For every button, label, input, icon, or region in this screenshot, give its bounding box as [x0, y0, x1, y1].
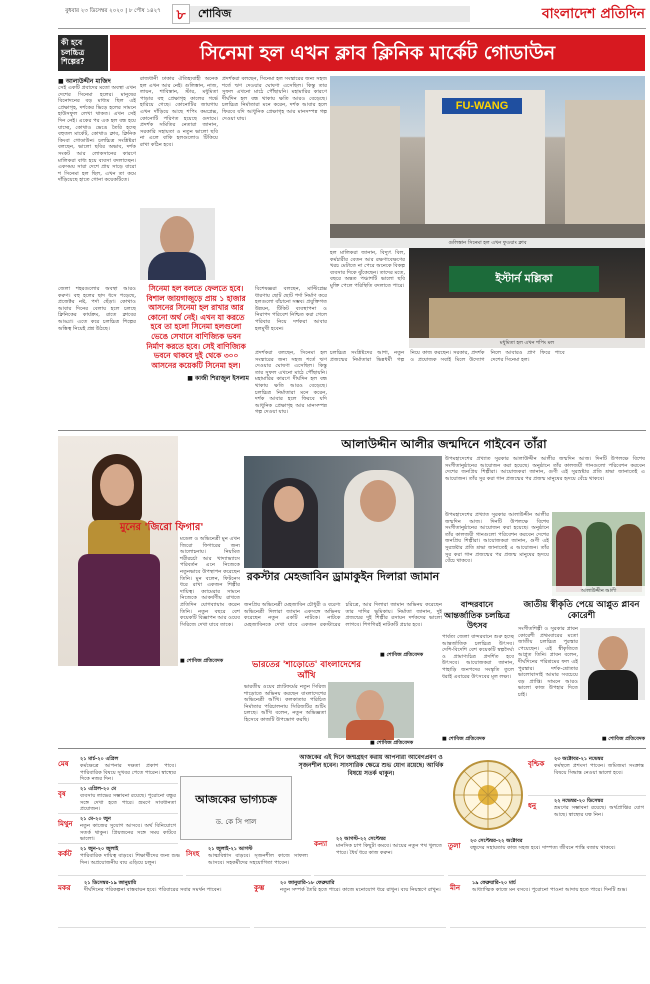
actress-young-face [274, 486, 304, 522]
shop-banner: ইস্টার্ন মল্লিকা [449, 266, 599, 292]
feature-birth-body: উপমহাদেশের প্রখ্যাত সুরকার আলাউদ্দীন আলীর জন্মদিন আজ। দিনটি উপলক্ষে বিশেষ সংগীতানুষ্ঠানের আয়োজন করা হয়েছে। অনুষ্ঠানে তাঁর কালজয়ী গানগুলো পরিবেশন করবেন দেশের জনপ্রিয় শিল্পীরা। আয়োজকরা জানান, গুণী এই সুরস্রষ্টার প্রতি শ্রদ্ধা জানাতেই এ আয়োজন। তাঁর সুর করা গান প্রজন্মের পর প্রজন্ম মানুষের হৃদয়ে বেঁচে থাকবে। [445, 456, 647, 482]
lead-body-col5: হল মালিকরা জানান, বিদ্যুৎ বিল, কর্মচারীর বেতন আর রক্ষণাবেক্ষণের খরচ মেটাতে না পেরে অনেকে বিকল্প ব্যবসার দিকে ঝুঁকেছেন। তাদের মতে, বছরে অন্তত পঞ্চাশটি ভালো ছবি মুক্তি পেলে পরিস্থিতি বদলাতে পারে। [330, 250, 407, 289]
india-actress-body [346, 720, 394, 740]
plabon-shirt [588, 670, 638, 700]
feature-plabon-credit: ■ শোবিজ প্রতিবেদক [601, 736, 645, 742]
model-dress [78, 554, 160, 666]
sign-cell-karkat [58, 846, 183, 876]
feature-dilara-credit: ■ শোবিজ প্রতিবেদক [380, 652, 424, 658]
feature-dilara-body: জনপ্রিয় অভিনেত্রী মেহজাবিন চৌধুরী ও বরেণ্য অভিনেত্রী দিলারা জামান একসঙ্গে অভিনয় করেছেন নতুন একটি নাটকে। নাটকে মেহজাবিনকে দেখা যাবে একজন রকস্টারের চরিত্রে, আর দিলারা জামান অভিনয় করেছেন তার দাদির ভূমিকায়। নির্মাতা জানান, দুই প্রজন্মের দুই শিল্পীর রসায়ন দর্শকদের ভালো লাগবে। শিগগিরই নাটকটি প্রচার হবে। [244, 602, 444, 628]
sign-cell-dhanu [528, 798, 646, 836]
sign-text: বন্ধুদের সহায়তায় কাজ সহজ হবে। দাম্পত্য জীবনে শান্তি বজায় থাকবে। [470, 845, 616, 851]
feature-moon-credit: ■ শোবিজ প্রতিবেদক [180, 658, 224, 664]
sign-dates: ২১ মার্চ-২০ এপ্রিল [80, 756, 119, 762]
sign-text: কর্মক্ষেত্রে আপনার দক্ষতা প্রকাশ পাবে। পারিবারিক বিষয়ে সুখবর পেতে পারেন। স্বাস্থ্যের দিকে নজর দিন। [80, 763, 178, 783]
feature-birth-headline: আলাউদ্দীন আলীর জন্মদিনে গাইবেন তাঁরা [341, 437, 547, 451]
sign-text: পারিবারিক দায়িত্ব বাড়বে। শিক্ষার্থীদের জন্য শুভ দিন। অপ্রয়োজনীয় ব্যয় এড়িয়ে চলুন। [80, 853, 182, 866]
sign-cell-mithun [58, 816, 178, 844]
model-face [100, 464, 134, 506]
person-photo [140, 208, 215, 280]
sign-dates: ২১ এপ্রিল-২০ মে [80, 786, 117, 792]
feature-plabon-body: সংগীতশিল্পী ও সুরকার প্লাবন কোরেশী প্রথমবারের মতো জাতীয় চলচ্চিত্র পুরস্কার পেয়েছেন। এই স্বীকৃতিতে আপ্লুত তিনি। প্লাবন বলেন, দীর্ঘদিনের পরিশ্রমের ফল এই পুরস্কার। দর্শক-শ্রোতার ভালোবাসাই আমার সবচেয়ে বড় প্রাপ্তি। সামনে আরও ভালো কাজ উপহার দিতে চাই। [518, 626, 580, 698]
sign-dates: ২৩ অক্টোবর-২১ নভেম্বর [554, 756, 604, 762]
lead-body-col1b: জেলা শহরগুলোর অবস্থা আরও করুণ। বহু হলের ছাদ ধসে পড়েছে, প্রজেক্টর নষ্ট, পর্দা ছেঁড়া। কোথাও আবার দিনের বেলায় হলে চলছে ক্লিনিকের কার্যক্রম, রাতে ক্লাবের আড্ডা। এতে করে চলচ্চিত্র শিল্পের অস্তিত্ব নিয়েই প্রশ্ন উঠছে। [58, 286, 138, 332]
lead-body-col1: সেই একটি প্রবাদের মতো অবস্থা এখন দেশের সিনেমা হলের। মানুষের বিনোদনের বড় মাধ্যম ছিল এই প্রেক্ষাগৃহ, দর্শকের ভিড়ে হলের সামনে হাউসফুল লেখা থাকত। এখন সেই দিন নেই। একের পর এক হল বন্ধ হয়ে যাচ্ছে, কোথাও ভেঙে তৈরি হচ্ছে বহুতল মার্কেট, কোথাও ক্লাব, ক্লিনিক কিংবা গোডাউন। চলচ্চিত্র সংশ্লিষ্টরা বলছেন, ভালো ছবির অভাব, দর্শক সংকট আর লোকসানের কারণে মালিকরা বাধ্য হয়ে ব্যবসা বদলাচ্ছেন। একসময় সারা দেশে প্রায় সাড়ে বারো শ সিনেমা হল ছিল, এখন তা কমে দাঁড়িয়েছে হাতে গোনা কয়েকটিতে। [58, 85, 138, 184]
birth-person-3 [616, 524, 642, 592]
lead-body-col4: বিশেষজ্ঞরা বলছেন, মাল্টিপ্লেক্স ধারণায় ছোট ছোট পর্দা নির্মাণ করে হলগুলো বাঁচানো সম্ভব। প্রযুক্তিগত উন্নয়ন, টিকিট ব্যবস্থাপনা ও নিরাপদ পরিবেশ নিশ্চিত করা গেলে পরিবার নিয়ে দর্শকরা আবার হলমুখী হবেন। [255, 286, 329, 332]
feature-moon-photo [58, 436, 178, 666]
section-title: শোবিজ [198, 7, 232, 20]
feature-abroad-body: পার্বত্য জেলা বান্দরবানে শুরু হচ্ছে আন্তর্জাতিক চলচ্চিত্র উৎসব। দেশি-বিদেশি বেশ কয়েকটি স্বল্পদৈর্ঘ্য ও প্রামাণ্যচিত্র প্রদর্শিত হবে উৎসবে। আয়োজকরা জানান, পাহাড়ি জনপদের সংস্কৃতি তুলে ধরাই এবারের উৎসবের মূল লক্ষ্য। [442, 634, 516, 680]
horoscope-title-box [180, 776, 292, 840]
birth-person-1 [556, 526, 582, 592]
sign-name: তুলা [448, 842, 461, 850]
sign-text: নতুন সম্পর্ক তৈরি হতে পারে। কাজে মনোযোগ ধরে রাখুন। ব্যয় নিয়ন্ত্রণে রাখুন। [280, 887, 441, 893]
feature-moon-headline: মুনের 'জিরো ফিগার' [120, 522, 204, 533]
sign-cell-singha [186, 846, 311, 876]
sign-name: মীন [450, 884, 461, 892]
lead-photo-1 [330, 76, 645, 248]
lead-kicker: কী হবে চলচ্চিত্র শিল্পের? [61, 38, 85, 66]
lead-photo-1-caption: গুলিস্তান সিনেমা হল এখন ফুওয়াং ক্লাব [330, 238, 645, 248]
lead-quote: সিনেমা হল বলতে ফেলতে হবে। বিশাল জায়গাজুড়ে প্রায় ১ হাজার আসনের সিনেমা হল রাখার আর কোনো অর্থ নেই। এখন যা করতে হবে তা হলো সিনেমা হলগুলো ভেঙে সেখানে বাণিজ্যিক ভবন নির্মাণ করতে হবে। সেই বাণিজ্যিক ভবনে থাকবে দুই থেকে ৩০০ আসনের কয়েকটি সিনেমা হল। [146, 284, 246, 370]
lead-body-col6: চলচ্চিত্র সংশ্লিষ্টদের আশা, নতুন প্রজন্মের নির্মাতারা ভিন্নধর্মী গল্প নিয়ে কাজ করছেন। সরকার, প্রদর্শক ও প্রযোজক সবাই মিলে উদ্যোগ নিলে আবারও প্রাণ ফিরে পাবে দেশের সিনেমা হল। [330, 350, 567, 363]
page-number: ৮ [176, 7, 186, 23]
sign-cell-meen [450, 880, 646, 928]
sign-text: কর্মস্থলে প্রশংসা পাবেন। জমিজমা সংক্রান্ত বিষয়ে সিদ্ধান্ত নেওয়া ভালো হবে। [554, 763, 646, 776]
sign-dates: ২৩ সেপ্টেম্বর-২২ অক্টোবর [470, 838, 523, 844]
plabon-face [598, 636, 628, 672]
horoscope-intro: আজকের এই দিনে জন্মগ্রহণ করায় আপনারা আবেগপ্রবণ ও সৃজনশীল হবেন। সাংসারিক ক্ষেত্রে শুভ যোগ রয়েছে। আর্থিক বিষয়ে সতর্ক থাকুন। [298, 754, 446, 777]
lead-body-col2: রাজধানী ঢাকার ঐতিহ্যবাহী অনেক হল এখন আর নেই। গুলিস্তান, নাজ, লায়ন, শাবিস্তান, স্টার, মধুমিতা পাড়ার বহু প্রেক্ষাগৃহ কালের গর্ভে হারিয়ে গেছে। কোনোটির জায়গায় এখন দাঁড়িয়ে আছে শপিং কমপ্লেক্স, কোনোটি পরিণত হয়েছে গুদামে। প্রদর্শক সমিতির নেতারা জানান, সরকারি সহায়তা ও নতুন ভালো ছবি না এলে বাকি হলগুলোও টিকিয়ে রাখা কঠিন হবে। [140, 76, 220, 148]
feature-india-body: ভারতীয় ওয়েব প্ল্যাটফর্মের নতুন সিরিজ শাড়োতে অভিনয় করছেন বাংলাদেশের অভিনেত্রী আঁখি। কলকাতার পরিচিত নির্মাতার পরিচালনায় সিরিজটির শুটিং চলছে। আঁখি বলেন, নতুন অভিজ্ঞতা হিসেবে কাজটি উপভোগ করছি। [244, 684, 328, 723]
actress-elder-face [360, 480, 396, 522]
feature-birth-body-2: উপমহাদেশের প্রখ্যাত সুরকার আলাউদ্দীন আলীর জন্মদিন আজ। দিনটি উপলক্ষে বিশেষ সংগীতানুষ্ঠানের আয়োজন করা হয়েছে। অনুষ্ঠানে তাঁর কালজয়ী গানগুলো পরিবেশন করবেন দেশের জনপ্রিয় শিল্পীরা। আয়োজকরা জানান, গুণী এই সুরস্রষ্টার প্রতি শ্রদ্ধা জানাতেই এ আয়োজন। তাঁর সুর করা গান প্রজন্মের পর প্রজন্ম মানুষের হৃদয়ে বেঁচে থাকবে। [445, 512, 551, 565]
sign-cell-brisha [58, 786, 178, 814]
sign-text: দীর্ঘদিনের পরিকল্পনা বাস্তবায়ন হবে। পরিবারের সবার সমর্থন পাবেন। [84, 887, 222, 893]
sign-name: কন্যা [314, 840, 328, 848]
sign-text: আধ্যাত্মিক কাজে মন বসবে। পুরোনো পাওনা আদায় হতে পারে। দিনটি শুভ। [472, 887, 628, 893]
sign-cell-makar [58, 880, 250, 928]
sign-text: নতুন কাজের সুযোগ আসবে। অর্থ বিনিয়োগে সতর্ক থাকুন। প্রিয়জনের সঙ্গে সময় কাটবে ভালো। [80, 823, 178, 843]
features-bottom-rule [58, 748, 646, 749]
sign-cell-kumbha [254, 880, 446, 928]
lead-byline: ■ আলাউদ্দীন মাজিদ [58, 78, 111, 85]
lead-body-col3: প্রদর্শকরা বলছেন, সিনেমা হল সংস্কারের জন্য সহজ শর্তে ঋণ দেওয়ার ঘোষণা এসেছিল। কিন্তু তার সুফল এখনো মাঠে পৌঁছায়নি। মহামারির কারণে দীর্ঘদিন হল বন্ধ থাকায় ক্ষতি আরও বেড়েছে। চলচ্চিত্র নির্মাতারা মনে করেন, দর্শক আবার হলে ফিরবে যদি আধুনিক প্রেক্ষাগৃহ আর মানসম্পন্ন গল্প দেওয়া যায়। [222, 76, 329, 122]
sign-dates: ২১ ডিসেম্বর-১৯ জানুয়ারি [84, 880, 137, 886]
feature-birth-caption: আলাউদ্দীন আলী [552, 586, 645, 596]
sign-text: আত্মবিশ্বাস বাড়বে। সৃজনশীল কাজে সাফল্য আসবে। সহকর্মীদের সহযোগিতা পাবেন। [208, 853, 310, 866]
feature-dilara-headline: রকস্টার মেহজাবিন ড্রামাকুইন দিলারা জামান [246, 570, 440, 583]
sign-dates: ২১ মে-২০ জুন [80, 816, 111, 822]
zodiac-wheel-icon [452, 756, 524, 834]
sign-dates: ২১ জুলাই-২১ আগস্ট [208, 846, 253, 852]
horoscope-title: আজকের ভাগ্যচক্র [195, 793, 277, 806]
person-suit [148, 252, 206, 280]
sign-name: মকর [58, 884, 71, 892]
sign-name: মেষ [58, 760, 69, 768]
feature-india-photo [328, 682, 414, 738]
feature-abroad-headline: বান্দরবানে আন্তর্জাতিক চলচ্চিত্র উৎসব [444, 600, 510, 630]
newspaper-logo: বাংলাদেশ প্রতিদিন [541, 6, 645, 22]
sign-dates: ১৯ ফেব্রুয়ারি-২০ মার্চ [472, 880, 516, 886]
horoscope-author: ড. কে সি পাল [215, 818, 257, 826]
birth-person-2 [586, 522, 612, 592]
india-actress-face [356, 690, 384, 724]
sign-dates: ২০ জানুয়ারি-১৮ ফেব্রুয়ারি [280, 880, 335, 886]
sign-name: সিংহ [186, 850, 200, 858]
sign-dates: ২২ নভেম্বর-২০ ডিসেম্বর [554, 798, 604, 804]
date-line: বুধবার ২৩ ডিসেম্বর ২০২০ | ৮ পৌষ ১৪২৭ [65, 8, 161, 14]
masthead-rule [58, 28, 646, 29]
sign-dates: ২২ আগস্ট-২২ সেপ্টেম্বর [336, 836, 386, 842]
lead-quote-box [140, 282, 252, 404]
feature-birth-photo [552, 512, 645, 596]
feature-india-credit: ■ শোবিজ প্রতিবেদক [370, 740, 414, 746]
sign-name: কুম্ভ [254, 884, 265, 892]
feature-moon-body: মডেল ও অভিনেত্রী মুন এখন জিরো ফিগারের জন্য আলোচনায়। নিয়মিত শরীরচর্চা আর খাদ্যাভ্যাসে পরিবর্তন এনে নিজেকে নতুনভাবে উপস্থাপন করেছেন তিনি। মুন বলেন, ফিটনেস ধরে রাখা একজন শিল্পীর দায়িত্ব। ক্যামেরার সামনে নিজেকে আকর্ষণীয় রাখতে প্রতিদিন যোগব্যায়াম করেন তিনি। নতুন বছরে বেশ কয়েকটি বিজ্ঞাপন আর ওয়েব সিরিজে দেখা যাবে তাকে। [180, 536, 242, 628]
feature-plabon-headline: জাতীয় স্বীকৃতি পেয়ে আপ্লুত প্লাবন কোরেশী [523, 600, 640, 621]
page-number-box [172, 4, 190, 24]
lead-kicker-box [58, 35, 108, 71]
sign-text: ব্যবসায় লাভের সম্ভাবনা রয়েছে। পুরোনো বন্ধুর সঙ্গে দেখা হতে পারে। ভ্রমণে সাবধানতা প্রয়োজন। [80, 793, 178, 813]
lead-bottom-rule [58, 430, 646, 431]
sign-cell-mesh [58, 756, 178, 784]
feature-dilara-photo [244, 456, 442, 568]
lead-photo-2 [409, 248, 645, 348]
sign-name: মিথুন [58, 820, 73, 828]
shop-front [429, 298, 625, 338]
feature-abroad-credit: ■ শোবিজ প্রতিবেদক [442, 736, 486, 742]
sign-name: কর্কট [58, 850, 72, 858]
sign-name: ধনু [528, 802, 537, 810]
lead-headline: সিনেমা হল এখন ক্লাব ক্লিনিক মার্কেট গোডাউন [199, 42, 556, 64]
sign-text: মানসিক চাপ কিছুটা কমবে। আয়ের নতুন পথ খুলতে পারে। ধৈর্য ধরে কাজ করুন। [336, 843, 444, 856]
lead-body-col7: প্রদর্শকরা বলছেন, সিনেমা হল সংস্কারের জন্য সহজ শর্তে ঋণ দেওয়ার ঘোষণা এসেছিল। কিন্তু তার সুফল এখনো মাঠে পৌঁছায়নি। মহামারির কারণে দীর্ঘদিন হল বন্ধ থাকায় ক্ষতি আরও বেড়েছে। চলচ্চিত্র নির্মাতারা মনে করেন, দর্শক আবার হলে ফিরবে যদি আধুনিক প্রেক্ষাগৃহ আর মানসম্পন্ন গল্প দেওয়া যায়। [255, 350, 329, 416]
sign-name: বৃশ্চিক [528, 760, 545, 768]
feature-plabon-photo [580, 628, 645, 700]
sign-dates: ২১ জুন-২০ জুলাই [80, 846, 119, 852]
sign-cell-tula [448, 838, 646, 876]
sign-cell-brishchik [528, 756, 646, 796]
section-bar [190, 6, 470, 22]
feature-india-headline: ভারতের 'শাড়োতে' বাংলাদেশের আঁখি [252, 660, 361, 681]
sign-text: ভ্রমণের সম্ভাবনা রয়েছে। অর্থপ্রাপ্তির যোগ আছে। স্বাস্থ্যের যত্ন নিন। [554, 805, 646, 818]
lead-headline-bar [110, 35, 645, 71]
masthead [0, 0, 650, 28]
sign-cell-kanya [314, 836, 444, 876]
lead-photo-2-caption: মধুমিতা হল এখন শপিং মল [409, 338, 645, 348]
lead-quote-author: ■ কাজী শিরাজুল ইসলাম [187, 375, 249, 383]
sign-name: বৃষ [58, 790, 66, 798]
building-sign: FU-WANG [442, 98, 522, 114]
